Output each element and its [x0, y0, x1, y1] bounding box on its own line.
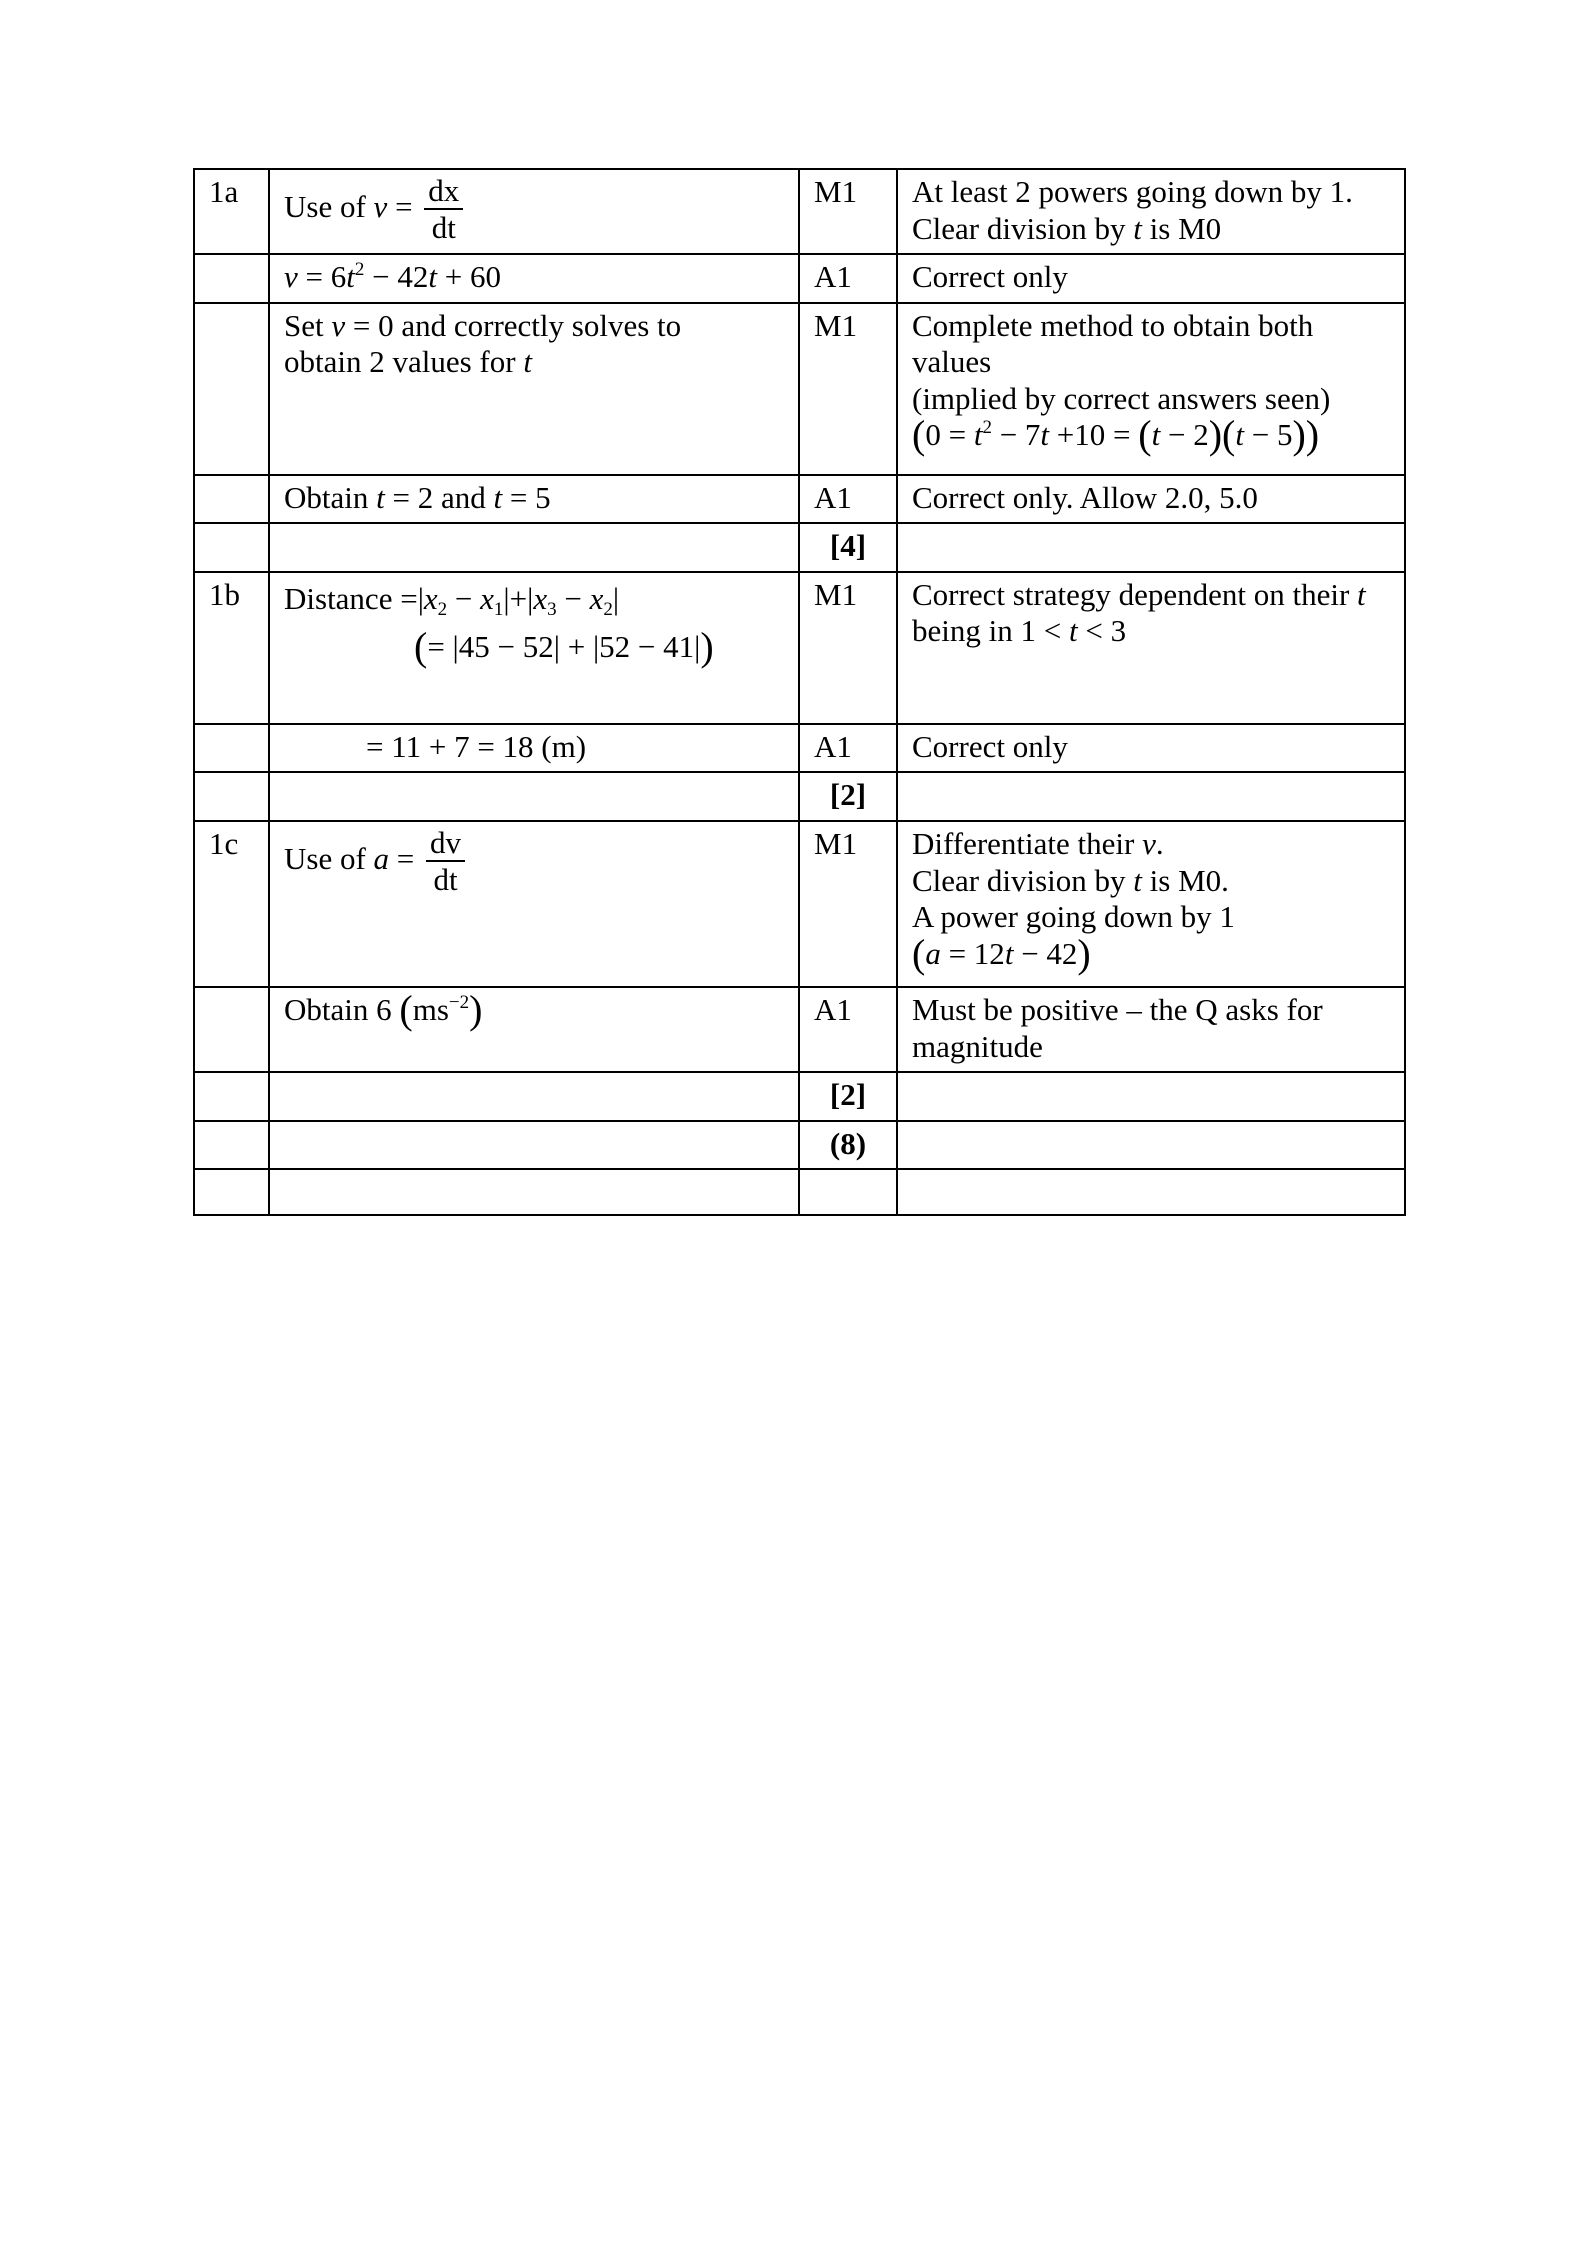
subtotal-mark: [4] [799, 523, 897, 572]
table-row [194, 169, 1405, 254]
derivative-fraction [424, 174, 463, 246]
mark-cell: M1 [799, 821, 897, 987]
fraction-numerator: dx [424, 174, 463, 210]
working-cell [269, 572, 799, 724]
table-row [194, 821, 1405, 987]
math-var: v [373, 188, 388, 224]
notes-cell [897, 303, 1405, 475]
question-number [194, 987, 269, 1072]
working-line: obtain 2 values for t [284, 344, 532, 380]
table-row [194, 572, 1405, 724]
working-cell: Use of a = $\frac{dv}{dt}$ [269, 821, 799, 987]
working-cell [269, 169, 799, 254]
note-line: (implied by correct answers seen) [912, 380, 1331, 416]
working-line: (= |45 − 52| + |52 − 41|) [414, 624, 714, 670]
subtotal-mark: [2] [799, 772, 897, 821]
math-eq: = [395, 188, 413, 224]
table-row [194, 987, 1405, 1072]
question-number [194, 254, 269, 303]
working-text: Use of [284, 188, 366, 224]
note-line: magnitude [912, 1028, 1043, 1064]
working-line: Distance $=|x_2 - x_1|+|x_3 - x_2|$ [284, 580, 620, 620]
mark-cell: A1 [799, 987, 897, 1072]
note-line: Differentiate their v. [912, 826, 1164, 862]
notes-cell: Correct only [897, 724, 1405, 773]
mark-cell: M1 [799, 572, 897, 724]
mark-cell: A1 [799, 254, 897, 303]
mark-scheme-table [193, 168, 1406, 1216]
working-cell: Obtain t = 2 and t = 5 [269, 475, 799, 524]
subtotal-mark: [2] [799, 1072, 897, 1121]
total-mark: (8) [799, 1121, 897, 1170]
note-math: (a = 12t − 42) [912, 930, 1091, 976]
note-line: At least 2 powers going down by 1. [912, 174, 1353, 209]
note-math: $(0 = t^2 - 7t +10 = (t - 2)(t - 5))$ [912, 412, 1320, 458]
notes-cell: Correct only. Allow 2.0, 5.0 [897, 475, 1405, 524]
notes-cell [897, 572, 1405, 724]
table-row [194, 523, 1405, 572]
fraction-denominator: dt [433, 862, 458, 898]
fraction-numerator: dv [426, 826, 465, 862]
table-row [194, 724, 1405, 773]
note-line: being in 1 < t < 3 [912, 613, 1127, 649]
question-number [194, 475, 269, 524]
working-line: Set v = 0 and correctly solves to [284, 307, 682, 343]
table-row [194, 254, 1405, 303]
working-cell: Obtain 6 $(ms^{-2})$ [269, 987, 799, 1072]
table-row [194, 1072, 1405, 1121]
table-row [194, 1121, 1405, 1170]
notes-cell: Correct only [897, 254, 1405, 303]
mark-cell: A1 [799, 475, 897, 524]
working-cell: $v = 6t^2 - 42t + 60$ [269, 254, 799, 303]
notes-cell [897, 169, 1405, 254]
derivative-fraction [426, 826, 465, 898]
note-line: Correct strategy dependent on their t [912, 576, 1366, 612]
question-number: 1b [194, 572, 269, 724]
notes-cell [897, 821, 1405, 987]
table-row [194, 772, 1405, 821]
mark-cell: M1 [799, 169, 897, 254]
notes-cell [897, 987, 1405, 1072]
note-line: Clear division by t is M0. [912, 862, 1229, 898]
working-cell: = 11 + 7 = 18 (m) [269, 724, 799, 773]
question-number: 1a [194, 169, 269, 254]
fraction-denominator: dt [431, 210, 456, 246]
mark-cell: A1 [799, 724, 897, 773]
table-row [194, 303, 1405, 475]
table-row [194, 475, 1405, 524]
working-cell [269, 303, 799, 475]
question-number [194, 724, 269, 773]
mark-cell: M1 [799, 303, 897, 475]
question-number: 1c [194, 821, 269, 987]
note-line: Clear division by t is M0 [912, 210, 1222, 246]
question-number [194, 303, 269, 475]
note-line: Complete method to obtain both values [912, 307, 1314, 380]
note-line: Must be positive – the Q asks for [912, 992, 1323, 1028]
table-row [194, 1169, 1405, 1215]
note-line: A power going down by 1 [912, 899, 1235, 935]
